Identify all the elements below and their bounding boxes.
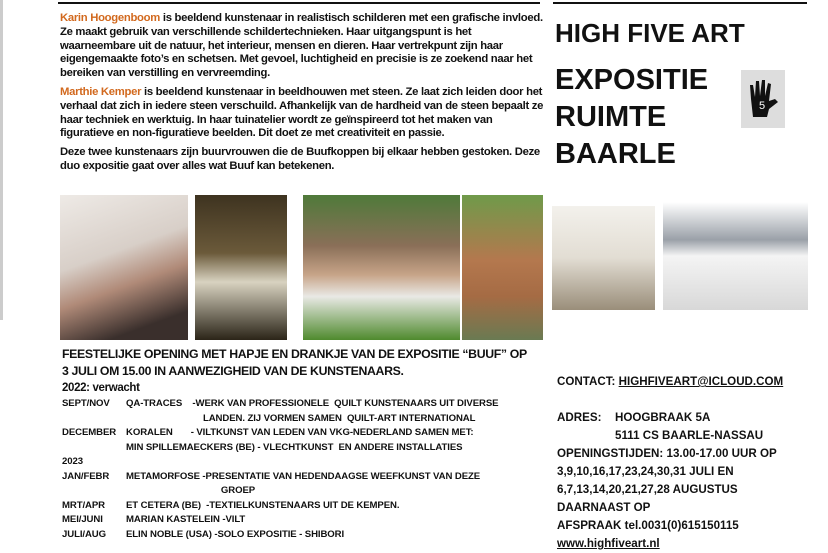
contact-line xyxy=(557,373,783,391)
address-street: HOOGBRAAK 5A xyxy=(615,411,711,424)
photo-karin-portrait xyxy=(60,195,188,340)
top-rule-left xyxy=(58,2,540,4)
schedule-row xyxy=(62,513,548,528)
schedule-period: SEPT/NOV xyxy=(62,398,110,409)
address-line xyxy=(557,409,783,427)
logo-number: 5 xyxy=(759,100,766,112)
schedule-period: 2023 xyxy=(62,456,83,467)
schedule-period: MEI/JUNI xyxy=(62,514,103,525)
schedule-row xyxy=(62,412,548,427)
hand-icon xyxy=(747,77,779,121)
opening-hours: OPENINGSTIJDEN: 13.00-17.00 UUR OP xyxy=(557,447,777,460)
schedule-period: JAN/FEBR xyxy=(62,470,110,482)
photo-gallery-exterior xyxy=(663,202,808,310)
schedule-description: ET CETERA (BE) -TEXTIELKUNSTENAARS UIT DE KEMPEN. xyxy=(126,499,400,511)
schedule-description: MARIAN KASTELEIN -VILT xyxy=(126,514,246,525)
photo-painting xyxy=(195,195,287,340)
site-title: HIGH FIVE ART xyxy=(555,18,745,48)
schedule-period: JULI/AUG xyxy=(62,528,106,540)
schedule-description: MIN SPILLEMAECKERS (BE) - VLECHTKUNST EN ANDERE INSTALLATIES xyxy=(126,441,463,453)
intro-text xyxy=(60,12,544,179)
exhibition-schedule xyxy=(62,397,548,542)
opening-line: FEESTELIJKE OPENING MET HAPJE EN DRANKJE VAN DE EXPOSITIE “BUUF” OP xyxy=(62,347,527,361)
paragraph-duo: Deze twee kunstenaars zijn buurvrouwen die de Buufkoppen bij elkaar hebben gestoken. Deze duo expositie gaat over alles wat Buuf kan betekenen. xyxy=(60,146,540,172)
schedule-period xyxy=(62,412,126,427)
bio-text: is beeldend kunstenaar in realistisch schilderen met een grafische invloed. Ze maakt gebruik van verschillende schildertechnieken. Haar uitgangspunt is het waarneembare uit de natuur, het interieur, mensen en dieren. Haar vertrekpunt zijn haar eigengemaakte foto’s en schetsen. Met gevoel, luchtigheid en precisie is ze zoekend naar het bereiken van verstilling en vervreemding. xyxy=(60,12,543,80)
schedule-row xyxy=(62,455,548,470)
photo-stone-sculpture xyxy=(462,195,543,340)
opening-dates-july: 3,9,10,16,17,23,24,30,31 JULI EN xyxy=(557,465,734,478)
heading-line: BAARLE xyxy=(555,138,676,170)
schedule-description: KORALEN - VILTKUNST VAN LEDEN VAN VKG-NEDERLAND SAMEN MET: xyxy=(126,427,474,438)
contact-info xyxy=(557,373,783,553)
address-city: 5111 CS BAARLE-NASSAU xyxy=(615,429,764,442)
schedule-description: LANDEN. ZIJ VORMEN SAMEN QUILT-ART INTERNATIONAL xyxy=(126,412,476,424)
heading-line: EXPOSITIE xyxy=(555,64,709,96)
schedule-row xyxy=(62,397,548,412)
schedule-row xyxy=(62,499,548,514)
contact-label: CONTACT: xyxy=(557,375,619,388)
schedule-row xyxy=(62,426,548,441)
opening-line: 3 JULI OM 15.00 IN AANWEZIGHEID VAN DE KUNSTENAARS. xyxy=(62,364,404,378)
opening-dates-august: 6,7,13,14,20,21,27,28 AUGUSTUS xyxy=(557,483,738,496)
schedule-period: MRT/APR xyxy=(62,499,106,511)
appointment-note: DAARNAAST OP xyxy=(557,501,651,514)
page-edge xyxy=(0,0,3,320)
schedule-description: QA-TRACES -WERK VAN PROFESSIONELE QUILT KUNSTENAARS UIT DIVERSE xyxy=(126,398,499,409)
schedule-description: ELIN NOBLE (USA) -SOLO EXPOSITIE - SHIBORI xyxy=(126,528,345,540)
paragraph-marthie xyxy=(60,86,544,141)
bio-text: is beeldend kunstenaar in beeldhouwen met steen. Ze laat zich leiden door het verhaal dat zich in iedere steen verschuild. Afhankelijk van de hardheid van de steen bepaalt ze haar techniek en werktuig. In haar tuinatelier wordt ze geïnspireerd tot het maken van figuratieve en non-figuratieve beelden. Dit doet ze met creativiteit en passie. xyxy=(60,85,544,140)
opening-announcement xyxy=(62,346,548,397)
phone-number: AFSPRAAK tel.0031(0)615150115 xyxy=(557,519,739,532)
exhibition-heading xyxy=(555,62,708,173)
schedule-row xyxy=(62,528,548,543)
email-link[interactable]: HIGHFIVEART@ICLOUD.COM xyxy=(618,375,784,388)
high-five-hand-logo xyxy=(741,70,785,128)
paragraph-karin xyxy=(60,12,544,81)
heading-line: RUIMTE xyxy=(555,101,667,133)
website-link[interactable]: www.highfiveart.nl xyxy=(557,537,660,550)
schedule-period: DECEMBER xyxy=(62,427,117,438)
schedule-row xyxy=(62,470,548,485)
schedule-description: GROEP xyxy=(126,485,256,496)
artist-name: Karin Hoogenboom xyxy=(60,12,161,24)
photo-marthie-sculpture xyxy=(303,195,460,340)
photo-gallery-interior xyxy=(552,206,655,310)
year-label: 2022: verwacht xyxy=(62,382,140,394)
address-label: ADRES: xyxy=(557,411,602,424)
schedule-description: METAMORFOSE -PRESENTATIE VAN HEDENDAAGSE WEEFKUNST VAN DEZE xyxy=(126,470,481,482)
schedule-period xyxy=(62,441,126,456)
artist-name: Marthie Kemper xyxy=(60,85,142,98)
schedule-row xyxy=(62,484,548,499)
schedule-period xyxy=(62,484,126,499)
schedule-row xyxy=(62,441,548,456)
lower-left-section xyxy=(62,346,548,542)
top-rule-right xyxy=(553,2,807,4)
